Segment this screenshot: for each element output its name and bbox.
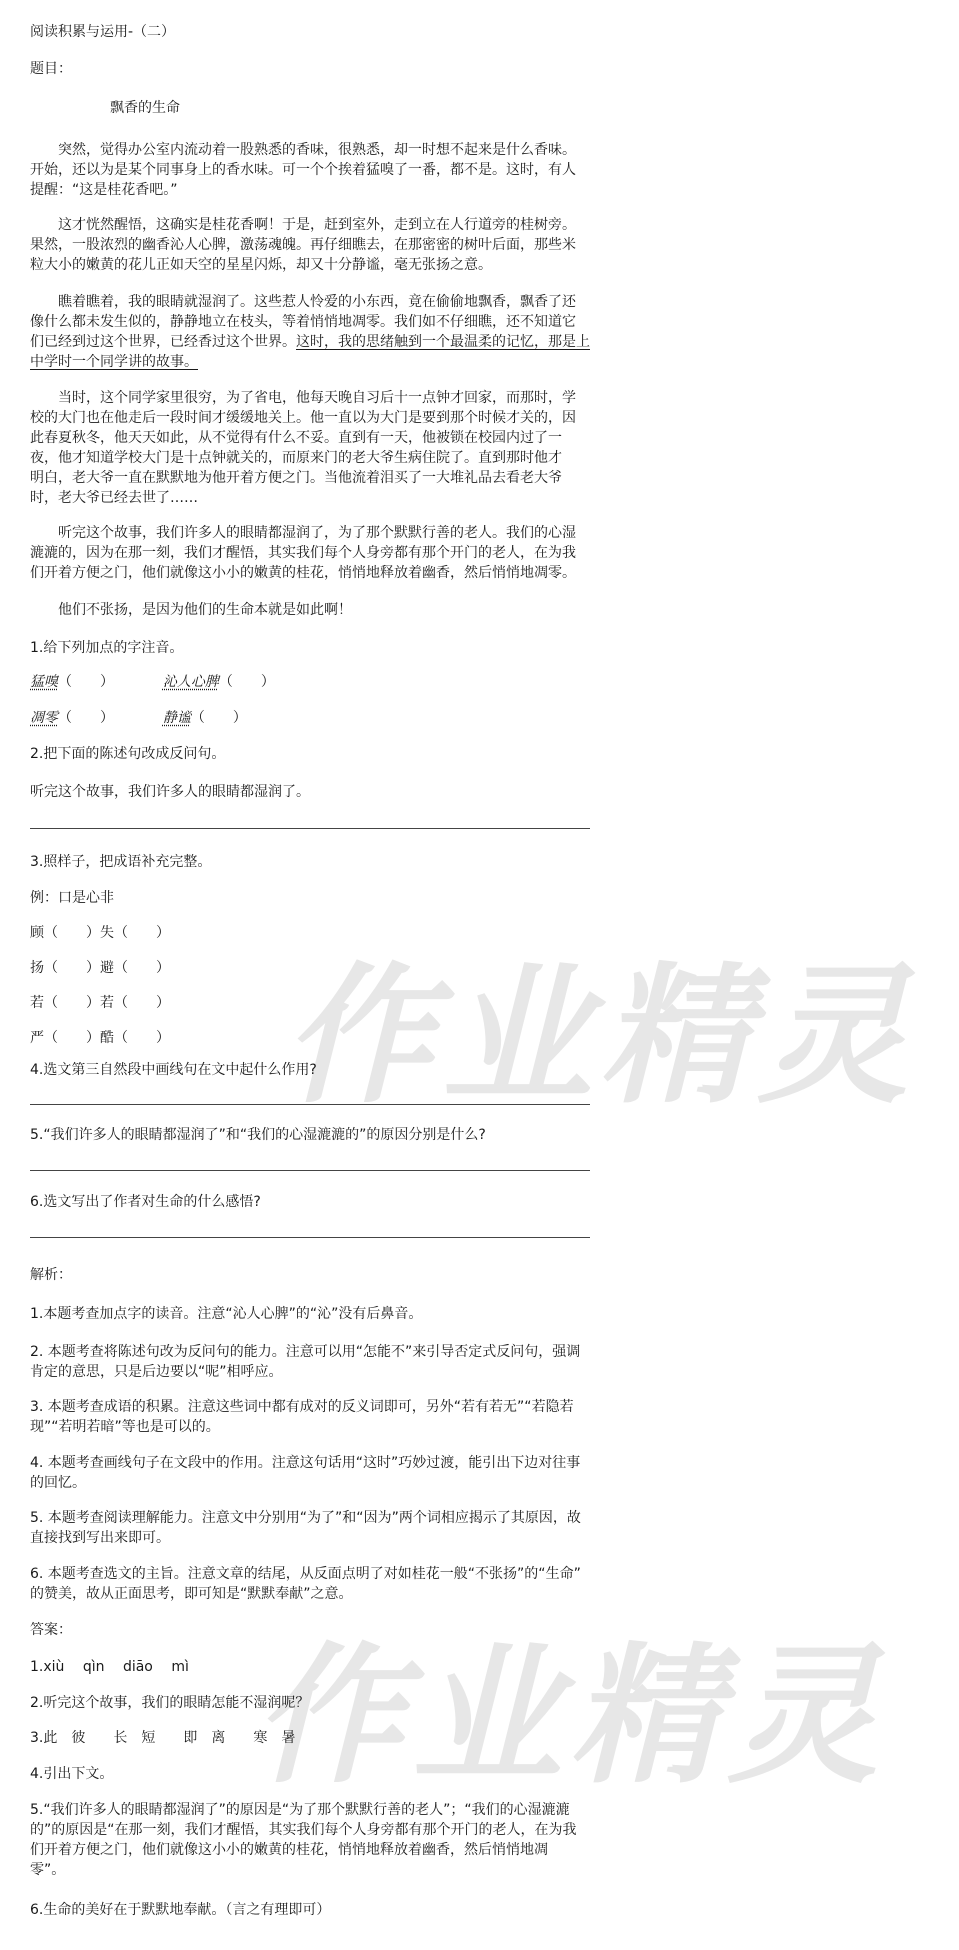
answer-blank[interactable]: （ ） — [218, 674, 275, 690]
pinyin-row — [30, 708, 247, 728]
passage-line: 此春夏秋冬，他天天如此，从不觉得有什么不妥。直到有一天，他被锁在校园内过了一 — [30, 430, 562, 446]
question-3: 3.照样子，把成语补充完整。 — [30, 854, 212, 870]
analysis-item: 2. 本题考查将陈述句改为反问句的能力。注意可以用“怎能不”来引导否定式反问句，强调 — [30, 1344, 581, 1360]
passage-line: 瞧着瞧着，我的眼睛就湿润了。这些惹人怜爱的小东西，竟在偷偷地飘香，飘香了还 — [58, 294, 576, 310]
question-2: 2.把下面的陈述句改成反问句。 — [30, 746, 226, 762]
passage-line: 们开着方便之门，他们就像这小小的嫩黄的桂花，悄悄地释放着幽香，然后悄悄地凋零。 — [30, 565, 576, 581]
passage-line: 粒大小的嫩黄的花儿正如天空的星星闪烁，却又十分静谧，毫无张扬之意。 — [30, 257, 492, 273]
answer-item: 的”的原因是“在那一刻，我们才醒悟，其实我们每个人身旁都有那个开门的老人，在为我 — [30, 1822, 577, 1838]
question-1: 1.给下列加点的字注音。 — [30, 640, 184, 656]
passage-line: 听完这个故事，我们许多人的眼睛都湿润了，为了那个默默行善的老人。我们的心湿 — [58, 525, 576, 541]
passage-text: 们已经到过这个世界，已经香过这个世界。 — [30, 334, 296, 350]
dotted-word: 猛嗅 — [30, 674, 58, 690]
question-6: 6.选文写出了作者对生命的什么感悟? — [30, 1194, 261, 1210]
passage-line: 校的大门也在他走后一段时间才缓缓地关上。他一直以为大门是要到那个时候才关的，因 — [30, 410, 576, 426]
answers-label: 答案： — [30, 1622, 72, 1638]
answer-item: 1.xiù qìn diāo mì — [30, 1659, 189, 1675]
passage-line: 像什么都未发生似的，静静地立在枝头，等着悄悄地凋零。我们如不仔细瞧，还不知道它 — [30, 314, 576, 330]
passage-line: 明白，老大爷一直在默默地为他开着方便之门。当他流着泪买了一大堆礼品去看老大爷 — [30, 470, 562, 486]
passage-line: 果然，一股浓烈的幽香沁人心脾，激荡魂魄。再仔细瞧去，在那密密的树叶后面，那些米 — [30, 237, 576, 253]
answer-blank[interactable]: （ ） — [58, 710, 114, 726]
question-3-example: 例：口是心非 — [30, 890, 114, 906]
answer-item: 6.生命的美好在于默默地奉献。（言之有理即可） — [30, 1902, 331, 1918]
answer-item: 们开着方便之门，他们就像这小小的嫩黄的桂花，悄悄地释放着幽香，然后悄悄地凋 — [30, 1842, 548, 1858]
passage-line: 时，老大爷已经去世了…… — [30, 490, 198, 506]
page-header: 阅读积累与运用-（二） — [30, 24, 176, 40]
underlined-sentence: 中学时一个同学讲的故事。 — [30, 354, 198, 370]
watermark: 作业精灵 — [244, 1628, 921, 1804]
answer-line[interactable] — [30, 828, 590, 829]
analysis-item: 1.本题考查加点字的读音。注意“沁人心脾”的“沁”没有后鼻音。 — [30, 1306, 423, 1322]
idiom-row[interactable]: 扬（ ）避（ ） — [30, 960, 170, 976]
idiom-row[interactable]: 严（ ）酷（ ） — [30, 1030, 170, 1046]
question-2-sentence: 听完这个故事，我们许多人的眼睛都湿润了。 — [30, 784, 310, 800]
passage-line — [30, 332, 590, 352]
dotted-word: 静谧 — [162, 710, 191, 726]
pinyin-row — [30, 672, 275, 692]
passage-line: 当时，这个同学家里很穷，为了省电，他每天晚自习后十一点钟才回家，而那时，学 — [58, 390, 576, 406]
topic-label: 题目： — [30, 61, 72, 77]
passage-line: 突然，觉得办公室内流动着一股熟悉的香味，很熟悉，却一时想不起来是什么香味。 — [58, 142, 576, 158]
analysis-item: 4. 本题考查画线句子在文段中的作用。注意这句话用“这时”巧妙过渡，能引出下边对往事 — [30, 1455, 581, 1471]
analysis-item: 3. 本题考查成语的积累。注意这些词中都有成对的反义词即可，另外“若有若无”“若隐若 — [30, 1399, 574, 1415]
passage-line: 提醒：“这是桂花香吧。” — [30, 182, 178, 198]
passage-line: 开始，还以为是某个同事身上的香水味。可一个个挨着猛嗅了一番，都不是。这时，有人 — [30, 162, 576, 178]
analysis-item: 现”“若明若暗”等也是可以的。 — [30, 1419, 220, 1435]
passage-line: 他们不张扬，是因为他们的生命本就是如此啊！ — [58, 602, 352, 618]
analysis-item: 的回忆。 — [30, 1475, 86, 1491]
answer-item: 3.此 彼 长 短 即 离 寒 暑 — [30, 1730, 296, 1746]
analysis-item: 5. 本题考查阅读理解能力。注意文中分别用“为了”和“因为”两个词相应揭示了其原因，故 — [30, 1510, 581, 1526]
answer-blank[interactable]: （ ） — [58, 674, 114, 690]
underlined-sentence: 这时，我的思绪触到一个最温柔的记忆，那是上 — [296, 334, 590, 350]
question-5: 5.“我们许多人的眼睛都湿润了”和“我们的心湿漉漉的”的原因分别是什么? — [30, 1127, 486, 1143]
question-4: 4.选文第三自然段中画线句在文中起什么作用? — [30, 1062, 317, 1078]
answer-item: 2.听完这个故事，我们的眼睛怎能不湿润呢？ — [30, 1695, 310, 1711]
analysis-label: 解析： — [30, 1267, 72, 1283]
answer-line[interactable] — [30, 1104, 590, 1105]
dotted-word: 凋零 — [30, 710, 58, 726]
passage-line: 这才恍然醒悟，这确实是桂花香啊！于是，赶到室外，走到立在人行道旁的桂树旁。 — [58, 217, 576, 233]
watermark: 作业精灵 — [274, 948, 951, 1124]
passage-title: 飘香的生命 — [110, 100, 180, 116]
analysis-item: 直接找到写出来即可。 — [30, 1530, 170, 1546]
idiom-row[interactable]: 若（ ）若（ ） — [30, 995, 170, 1011]
answer-item: 5.“我们许多人的眼睛都湿润了”的原因是“为了那个默默行善的老人”；“我们的心湿漉漉 — [30, 1802, 570, 1818]
answer-line[interactable] — [30, 1237, 590, 1238]
analysis-item: 肯定的意思，只是后边要以“呢”相呼应。 — [30, 1364, 283, 1380]
answer-item: 零”。 — [30, 1862, 66, 1878]
idiom-row[interactable]: 顾（ ）失（ ） — [30, 925, 170, 941]
analysis-item: 的赞美，故从正面思考，即可知是“默默奉献”之意。 — [30, 1586, 353, 1602]
answer-blank[interactable]: （ ） — [190, 710, 247, 726]
analysis-item: 6. 本题考查选文的主旨。注意文章的结尾，从反面点明了对如桂花一般“不张扬”的“生命” — [30, 1566, 581, 1582]
dotted-word: 沁人心脾 — [162, 674, 219, 690]
answer-line[interactable] — [30, 1170, 590, 1171]
passage-line: 夜，他才知道学校大门是十点钟就关的，而原来门的老大爷生病住院了。直到那时他才 — [30, 450, 562, 466]
passage-line: 漉漉的，因为在那一刻，我们才醒悟，其实我们每个人身旁都有那个开门的老人，在为我 — [30, 545, 576, 561]
answer-item: 4.引出下文。 — [30, 1766, 114, 1782]
